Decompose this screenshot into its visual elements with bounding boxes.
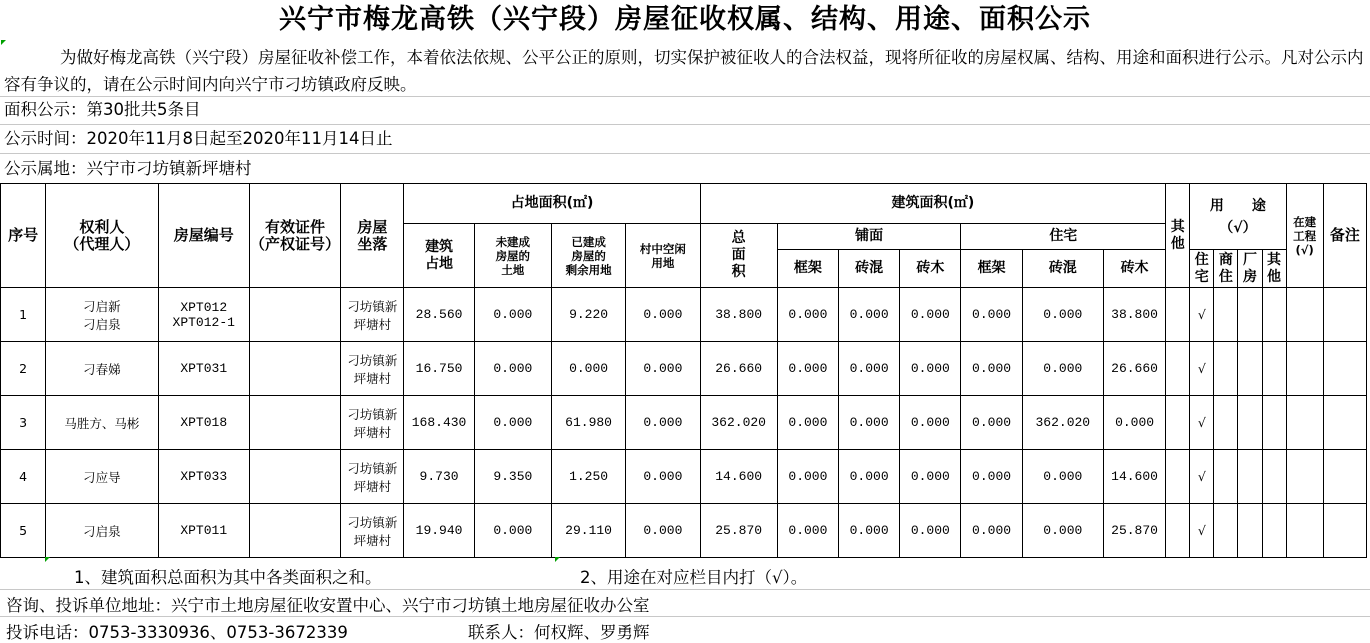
cell-use-other bbox=[1262, 504, 1286, 558]
cell-shop-brick-concrete: 0.000 bbox=[839, 450, 900, 504]
row-divider bbox=[0, 124, 1370, 125]
cell-total: 362.020 bbox=[700, 396, 777, 450]
location-info: 公示属地：兴宁市刁坊镇新坪塘村 bbox=[4, 159, 252, 178]
cell-land-unbuilt: 0.000 bbox=[474, 504, 551, 558]
cell-res-brick-concrete: 362.020 bbox=[1022, 396, 1103, 450]
cell-land-village: 0.000 bbox=[626, 450, 700, 504]
header-shop-frame: 框架 bbox=[777, 250, 838, 288]
cell-owner: 刁启泉 bbox=[46, 504, 158, 558]
cell-res-brick-concrete: 0.000 bbox=[1022, 288, 1103, 342]
cell-land-building: 28.560 bbox=[404, 288, 474, 342]
cell-house-no: XPT033 bbox=[158, 450, 249, 504]
cell-land-remaining: 9.220 bbox=[551, 288, 625, 342]
cell-cert bbox=[249, 450, 340, 504]
cell-shop-frame: 0.000 bbox=[777, 396, 838, 450]
cell-shop-frame: 0.000 bbox=[777, 288, 838, 342]
header-res-brick-concrete: 砖混 bbox=[1022, 250, 1103, 288]
cell-total: 14.600 bbox=[700, 450, 777, 504]
cell-comment-marker bbox=[555, 557, 560, 562]
header-land-building: 建筑 占地 bbox=[404, 224, 474, 288]
table-row bbox=[1, 504, 1367, 558]
contact-address: 咨询、投诉单位地址：兴宁市土地房屋征收安置中心、兴宁市刁坊镇土地房屋征收办公室 bbox=[6, 596, 650, 615]
header-other: 其 他 bbox=[1166, 184, 1190, 288]
cell-res-brick-wood: 0.000 bbox=[1103, 396, 1165, 450]
header-use-other: 其 他 bbox=[1262, 250, 1286, 288]
header-res-frame: 框架 bbox=[961, 250, 1022, 288]
cell-use-residence: √ bbox=[1190, 342, 1214, 396]
row-divider bbox=[0, 616, 1370, 617]
header-use-residence: 住 宅 bbox=[1190, 250, 1214, 288]
cell-shop-frame: 0.000 bbox=[777, 504, 838, 558]
cell-res-frame: 0.000 bbox=[961, 396, 1022, 450]
cell-remark bbox=[1323, 396, 1366, 450]
cell-shop-brick-concrete: 0.000 bbox=[839, 396, 900, 450]
cell-land-building: 9.730 bbox=[404, 450, 474, 504]
cell-site: 刁坊镇新 坪塘村 bbox=[341, 450, 404, 504]
header-house-no: 房屋编号 bbox=[158, 184, 249, 288]
period-info: 公示时间：2020年11月8日起至2020年11月14日止 bbox=[4, 129, 393, 148]
cell-other bbox=[1166, 288, 1190, 342]
cell-other bbox=[1166, 504, 1190, 558]
cell-use-factory bbox=[1238, 396, 1262, 450]
cell-land-unbuilt: 9.350 bbox=[474, 450, 551, 504]
cell-land-village: 0.000 bbox=[626, 342, 700, 396]
header-land-area: 占地面积(㎡) bbox=[404, 184, 700, 224]
contact-person: 联系人：何权辉、罗勇辉 bbox=[468, 623, 650, 642]
header-land-remaining: 已建成 房屋的 剩余用地 bbox=[551, 224, 625, 288]
cell-seq: 2 bbox=[1, 342, 46, 396]
cell-house-no: XPT018 bbox=[158, 396, 249, 450]
cell-shop-brick-wood: 0.000 bbox=[900, 504, 961, 558]
cell-site: 刁坊镇新 坪塘村 bbox=[341, 342, 404, 396]
header-seq: 序号 bbox=[1, 184, 46, 288]
cell-land-village: 0.000 bbox=[626, 396, 700, 450]
cell-cert bbox=[249, 342, 340, 396]
intro-paragraph: 为做好梅龙高铁（兴宁段）房屋征收补偿工作，本着依法依规、公平公正的原则，切实保护被征收人的合法权益，现将所征收的房屋权属、结构、用途和面积进行公示。凡对公示内容有争议的，请在公示时间内向兴宁市刁坊镇政府反映。 bbox=[4, 48, 1364, 94]
cell-use-factory bbox=[1238, 504, 1262, 558]
cell-use-factory bbox=[1238, 342, 1262, 396]
header-shop-brick-wood: 砖木 bbox=[900, 250, 961, 288]
header-total: 总 面 积 bbox=[700, 224, 777, 288]
cell-res-brick-wood: 14.600 bbox=[1103, 450, 1165, 504]
cell-res-frame: 0.000 bbox=[961, 288, 1022, 342]
cell-comment-marker bbox=[45, 557, 50, 562]
cell-seq: 5 bbox=[1, 504, 46, 558]
header-shop: 铺面 bbox=[777, 224, 961, 250]
cell-house-no: XPT011 bbox=[158, 504, 249, 558]
cell-land-remaining: 1.250 bbox=[551, 450, 625, 504]
cell-in-progress bbox=[1286, 396, 1323, 450]
header-use-factory: 厂 房 bbox=[1238, 250, 1262, 288]
contact-phone: 投诉电话：0753-3330936、0753-3672339 bbox=[6, 623, 348, 642]
header-build-area: 建筑面积(㎡) bbox=[700, 184, 1166, 224]
batch-info: 面积公示：第30批共5条目 bbox=[4, 100, 201, 119]
cell-res-brick-concrete: 0.000 bbox=[1022, 342, 1103, 396]
cell-use-other bbox=[1262, 396, 1286, 450]
cell-shop-brick-concrete: 0.000 bbox=[839, 504, 900, 558]
cell-use-factory bbox=[1238, 288, 1262, 342]
header-shop-brick-concrete: 砖混 bbox=[839, 250, 900, 288]
cell-res-frame: 0.000 bbox=[961, 450, 1022, 504]
cell-use-commercial bbox=[1214, 450, 1238, 504]
cell-land-remaining: 29.110 bbox=[551, 504, 625, 558]
cell-land-village: 0.000 bbox=[626, 288, 700, 342]
cell-res-frame: 0.000 bbox=[961, 504, 1022, 558]
header-owner: 权利人 （代理人） bbox=[46, 184, 158, 288]
header-res-brick-wood: 砖木 bbox=[1103, 250, 1165, 288]
cell-total: 25.870 bbox=[700, 504, 777, 558]
cell-land-unbuilt: 0.000 bbox=[474, 396, 551, 450]
cell-use-other bbox=[1262, 342, 1286, 396]
row-divider bbox=[0, 589, 1370, 590]
cell-use-residence: √ bbox=[1190, 396, 1214, 450]
cell-shop-brick-concrete: 0.000 bbox=[839, 342, 900, 396]
cell-land-building: 16.750 bbox=[404, 342, 474, 396]
cell-use-commercial bbox=[1214, 288, 1238, 342]
cell-use-commercial bbox=[1214, 342, 1238, 396]
cell-cert bbox=[249, 504, 340, 558]
cell-use-factory bbox=[1238, 450, 1262, 504]
cell-other bbox=[1166, 396, 1190, 450]
header-in-progress: 在建 工程 (√) bbox=[1286, 184, 1323, 288]
cell-use-other bbox=[1262, 450, 1286, 504]
note-use-check: 2、用途在对应栏目内打（√）。 bbox=[580, 568, 808, 587]
table-row bbox=[1, 342, 1367, 396]
cell-owner: 刁应导 bbox=[46, 450, 158, 504]
header-site: 房屋 坐落 bbox=[341, 184, 404, 288]
cell-remark bbox=[1323, 450, 1366, 504]
table-row bbox=[1, 450, 1367, 504]
cell-shop-frame: 0.000 bbox=[777, 342, 838, 396]
cell-shop-frame: 0.000 bbox=[777, 450, 838, 504]
cell-house-no: XPT012 XPT012-1 bbox=[158, 288, 249, 342]
cell-total: 38.800 bbox=[700, 288, 777, 342]
cell-house-no: XPT031 bbox=[158, 342, 249, 396]
cell-owner: 刁启新 刁启泉 bbox=[46, 288, 158, 342]
header-use: 用 途 （√） bbox=[1190, 184, 1286, 250]
cell-other bbox=[1166, 342, 1190, 396]
header-land-unbuilt: 未建成 房屋的 土地 bbox=[474, 224, 551, 288]
cell-res-brick-concrete: 0.000 bbox=[1022, 450, 1103, 504]
cell-in-progress bbox=[1286, 450, 1323, 504]
cell-use-residence: √ bbox=[1190, 450, 1214, 504]
cell-shop-brick-wood: 0.000 bbox=[900, 288, 961, 342]
page-title: 兴宁市梅龙高铁（兴宁段）房屋征收权属、结构、用途、面积公示 bbox=[279, 4, 1091, 35]
cell-res-brick-wood: 38.800 bbox=[1103, 288, 1165, 342]
cell-land-unbuilt: 0.000 bbox=[474, 342, 551, 396]
header-remark: 备注 bbox=[1323, 184, 1366, 288]
cell-use-residence: √ bbox=[1190, 504, 1214, 558]
cell-in-progress bbox=[1286, 288, 1323, 342]
cell-land-village: 0.000 bbox=[626, 504, 700, 558]
cell-res-brick-wood: 25.870 bbox=[1103, 504, 1165, 558]
cell-seq: 1 bbox=[1, 288, 46, 342]
header-land-village: 村中空闲 用地 bbox=[626, 224, 700, 288]
cell-site: 刁坊镇新 坪塘村 bbox=[341, 396, 404, 450]
cell-shop-brick-wood: 0.000 bbox=[900, 342, 961, 396]
cell-owner: 刁春娣 bbox=[46, 342, 158, 396]
row-divider bbox=[0, 153, 1370, 154]
cell-res-brick-concrete: 0.000 bbox=[1022, 504, 1103, 558]
cell-shop-brick-wood: 0.000 bbox=[900, 450, 961, 504]
header-cert: 有效证件 （产权证号） bbox=[249, 184, 340, 288]
cell-use-commercial bbox=[1214, 396, 1238, 450]
cell-site: 刁坊镇新 坪塘村 bbox=[341, 504, 404, 558]
cell-site: 刁坊镇新 坪塘村 bbox=[341, 288, 404, 342]
cell-land-building: 19.940 bbox=[404, 504, 474, 558]
table-row bbox=[1, 396, 1367, 450]
expropriation-table bbox=[0, 183, 1367, 558]
cell-remark bbox=[1323, 288, 1366, 342]
table-row bbox=[1, 288, 1367, 342]
header-use-commercial: 商 住 bbox=[1214, 250, 1238, 288]
cell-land-unbuilt: 0.000 bbox=[474, 288, 551, 342]
cell-remark bbox=[1323, 504, 1366, 558]
cell-res-frame: 0.000 bbox=[961, 342, 1022, 396]
cell-res-brick-wood: 26.660 bbox=[1103, 342, 1165, 396]
cell-seq: 3 bbox=[1, 396, 46, 450]
cell-seq: 4 bbox=[1, 450, 46, 504]
cell-land-remaining: 61.980 bbox=[551, 396, 625, 450]
cell-land-remaining: 0.000 bbox=[551, 342, 625, 396]
cell-other bbox=[1166, 450, 1190, 504]
cell-owner: 马胜方、马彬 bbox=[46, 396, 158, 450]
header-residence: 住宅 bbox=[961, 224, 1166, 250]
cell-in-progress bbox=[1286, 504, 1323, 558]
cell-cert bbox=[249, 288, 340, 342]
note-total-area: 1、建筑面积总面积为其中各类面积之和。 bbox=[74, 568, 382, 587]
cell-total: 26.660 bbox=[700, 342, 777, 396]
cell-shop-brick-concrete: 0.000 bbox=[839, 288, 900, 342]
cell-shop-brick-wood: 0.000 bbox=[900, 396, 961, 450]
cell-use-residence: √ bbox=[1190, 288, 1214, 342]
cell-remark bbox=[1323, 342, 1366, 396]
cell-use-commercial bbox=[1214, 504, 1238, 558]
cell-use-other bbox=[1262, 288, 1286, 342]
cell-in-progress bbox=[1286, 342, 1323, 396]
cell-land-building: 168.430 bbox=[404, 396, 474, 450]
row-divider bbox=[0, 96, 1370, 97]
cell-cert bbox=[249, 396, 340, 450]
